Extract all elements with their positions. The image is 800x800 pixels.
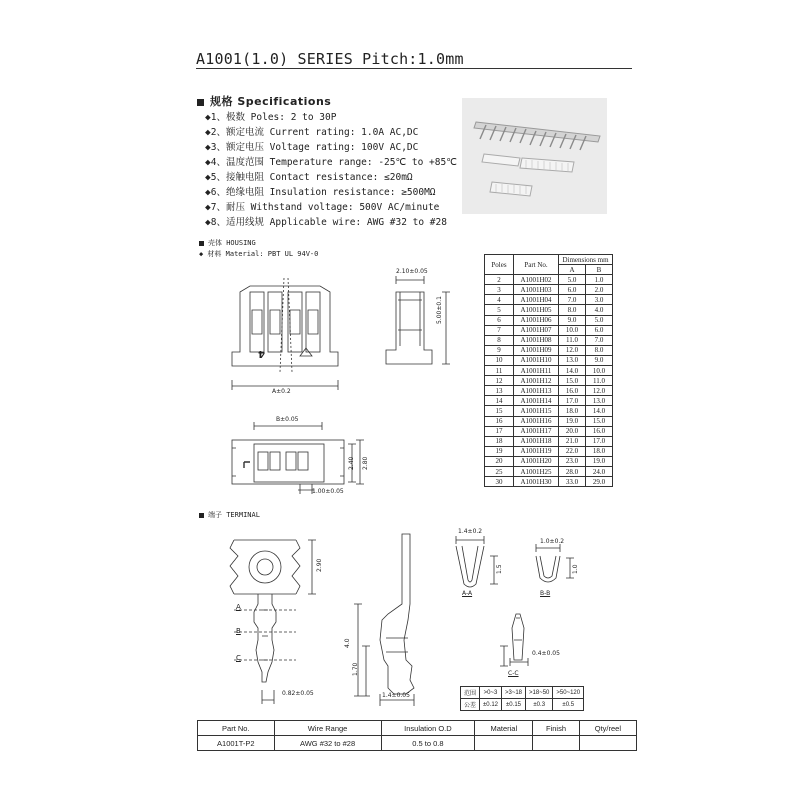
dim-10a-label: 1.0±0.2: [540, 538, 565, 545]
table-row: [485, 466, 613, 476]
cell-poles: 2: [485, 275, 514, 285]
col-qty-reel: Qty/reel: [579, 721, 636, 736]
cell-poles: 17: [485, 426, 514, 436]
col-a: A: [559, 265, 586, 275]
cell-part-no: A1001H08: [514, 335, 559, 345]
cell-part-no: A1001H03: [514, 285, 559, 295]
cell-dim-b: 9.0: [586, 355, 613, 365]
cell-part-no: A1001H06: [514, 315, 559, 325]
cell-dim-b: 18.0: [586, 446, 613, 456]
tolerance-value-row: [461, 699, 584, 711]
cell-dim-b: 7.0: [586, 335, 613, 345]
section-aa-label: A-A: [462, 590, 473, 597]
table-row: [485, 275, 613, 285]
table-row: [485, 477, 613, 487]
cell-dim-a: 12.0: [559, 345, 586, 355]
tolerance-range-row: [461, 687, 584, 699]
cell-dim-b: 15.0: [586, 416, 613, 426]
section-a-label: A: [236, 603, 241, 611]
cell-poles: 9: [485, 345, 514, 355]
cell-insulation-od: 0.5 to 0.8: [381, 736, 475, 751]
table-row: [485, 335, 613, 345]
cell-dim-b: 8.0: [586, 345, 613, 355]
table-row: [485, 315, 613, 325]
cell-poles: 3: [485, 285, 514, 295]
cell-dim-a: 23.0: [559, 456, 586, 466]
cell-dim-b: 4.0: [586, 305, 613, 315]
cell-dim-a: 33.0: [559, 477, 586, 487]
table-row: [485, 376, 613, 386]
tol-cell: >3~18: [502, 687, 526, 699]
cell-material: [475, 736, 533, 751]
housing-front-view: [232, 278, 338, 390]
housing-material: ◆ 材料 Material: PBT UL 94V-0: [199, 250, 319, 258]
dim-04-label: 0.4±0.05: [532, 650, 560, 657]
tol-cell: ±0.12: [480, 699, 502, 711]
tol-cell: >0~3: [480, 687, 502, 699]
cell-poles: 8: [485, 335, 514, 345]
cell-part-no: A1001H16: [514, 416, 559, 426]
cell-poles: 20: [485, 456, 514, 466]
cell-part-no: A1001H12: [514, 376, 559, 386]
dim-b-label: B±0.05: [276, 416, 299, 423]
tol-cell: 公差: [461, 699, 480, 711]
section-cc-label: C-C: [508, 670, 519, 677]
cell-dim-b: 19.0: [586, 456, 613, 466]
cell-part-no: A1001H19: [514, 446, 559, 456]
cell-poles: 18: [485, 436, 514, 446]
cell-dim-b: 12.0: [586, 386, 613, 396]
cell-part-no: A1001H13: [514, 386, 559, 396]
cell-part-no: A1001H07: [514, 325, 559, 335]
cell-dim-a: 22.0: [559, 446, 586, 456]
dim-210-label: 2.10±0.05: [396, 268, 428, 275]
cell-part-no: A1001H14: [514, 396, 559, 406]
col-b: B: [586, 265, 613, 275]
cell-part-no: A1001H18: [514, 436, 559, 446]
cell-part-no: A1001H04: [514, 295, 559, 305]
ordering-row: [198, 736, 637, 751]
dim-100-label: 1.00±0.05: [312, 488, 344, 495]
cell-poles: 10: [485, 355, 514, 365]
spec-item: ◆5、接触电阻 Contact resistance: ≤20mΩ: [205, 172, 413, 183]
cell-part-no: A1001H09: [514, 345, 559, 355]
dim-290-label: 2.90: [316, 558, 323, 572]
table-row: [485, 366, 613, 376]
cell-finish: [533, 736, 579, 751]
cell-poles: 15: [485, 406, 514, 416]
table-row: [485, 345, 613, 355]
spec-item: ◆2、额定电流 Current rating: 1.0A AC,DC: [205, 127, 419, 138]
cell-dim-b: 5.0: [586, 315, 613, 325]
table-row: [485, 355, 613, 365]
cell-dim-b: 17.0: [586, 436, 613, 446]
cell-part-no: A1001H17: [514, 426, 559, 436]
cell-dim-a: 11.0: [559, 335, 586, 345]
terminal-side-view: [354, 534, 414, 706]
cell-dim-a: 16.0: [559, 386, 586, 396]
spec-item: ◆8、适用线规 Applicable wire: AWG #32 to #28: [205, 217, 447, 228]
tol-cell: 范围: [461, 687, 480, 699]
spec-item: ◆1、极数 Poles: 2 to 30P: [205, 112, 337, 123]
cell-dim-b: 2.0: [586, 285, 613, 295]
cell-part-no: A1001T-P2: [198, 736, 275, 751]
cell-dim-a: 28.0: [559, 466, 586, 476]
cell-poles: 11: [485, 366, 514, 376]
section-bb-label: B-B: [540, 590, 551, 597]
cell-dim-b: 16.0: [586, 426, 613, 436]
cell-dim-b: 6.0: [586, 325, 613, 335]
dimensions-table: [484, 254, 613, 487]
dim-15-label: 1.5: [496, 564, 503, 574]
cell-dim-a: 10.0: [559, 325, 586, 335]
table-row: [485, 456, 613, 466]
table-row: [485, 295, 613, 305]
cell-part-no: A1001H10: [514, 355, 559, 365]
cell-poles: 19: [485, 446, 514, 456]
cell-dim-a: 9.0: [559, 315, 586, 325]
cell-dim-a: 7.0: [559, 295, 586, 305]
cell-dim-a: 19.0: [559, 416, 586, 426]
section-c-label: C: [236, 654, 241, 662]
cell-poles: 30: [485, 477, 514, 487]
dim-40-label: 4.0: [344, 638, 351, 648]
tol-cell: ±0.5: [553, 699, 584, 711]
terminal-heading-text: 端子 TERMINAL: [208, 511, 260, 519]
cell-part-no: A1001H05: [514, 305, 559, 315]
tol-cell: ±0.3: [526, 699, 553, 711]
dim-4-label: 4: [258, 348, 265, 359]
cell-dim-a: 6.0: [559, 285, 586, 295]
cell-dim-a: 17.0: [559, 396, 586, 406]
spec-item: ◆6、绝缘电阻 Insulation resistance: ≥500MΩ: [205, 187, 436, 198]
tol-cell: ±0.15: [502, 699, 526, 711]
terminal-sections: [456, 536, 574, 666]
cell-dim-b: 3.0: [586, 295, 613, 305]
dim-10-label: 1.0: [572, 564, 579, 574]
specifications-heading-text: 规格 Specifications: [210, 95, 332, 108]
housing-heading-text: 壳体 HOUSING: [208, 239, 256, 247]
cell-poles: 12: [485, 376, 514, 386]
terminal-heading: [199, 510, 260, 520]
col-material: Material: [475, 721, 533, 736]
cell-part-no: A1001H20: [514, 456, 559, 466]
cell-poles: 5: [485, 305, 514, 315]
col-insulation-od: Insulation O.D: [381, 721, 475, 736]
cell-dim-a: 15.0: [559, 376, 586, 386]
dim-14b-label: 1.4±0.05: [382, 692, 410, 699]
table-row: [485, 416, 613, 426]
cell-dim-a: 21.0: [559, 436, 586, 446]
spec-item: ◆3、额定电压 Voltage rating: 100V AC,DC: [205, 142, 419, 153]
cell-dim-b: 1.0: [586, 275, 613, 285]
cell-poles: 14: [485, 396, 514, 406]
col-finish: Finish: [533, 721, 579, 736]
dim-240-label: 2.40: [348, 456, 355, 470]
dim-500-label: 5.00±0.1: [436, 296, 443, 324]
cell-wire-range: AWG #32 to #28: [274, 736, 381, 751]
spec-item: ◆7、耐压 Withstand voltage: 500V AC/minute: [205, 202, 440, 213]
dim-280-label: 2.80: [362, 456, 369, 470]
cell-poles: 16: [485, 416, 514, 426]
col-wire-range: Wire Range: [274, 721, 381, 736]
cell-dim-a: 13.0: [559, 355, 586, 365]
cell-dim-b: 14.0: [586, 406, 613, 416]
cell-dim-a: 18.0: [559, 406, 586, 416]
table-row: [485, 285, 613, 295]
cell-part-no: A1001H15: [514, 406, 559, 416]
cell-dim-a: 8.0: [559, 305, 586, 315]
ordering-table: [197, 720, 637, 751]
cell-dim-b: 10.0: [586, 366, 613, 376]
col-poles: Poles: [485, 255, 514, 275]
table-row: [485, 436, 613, 446]
cell-poles: 7: [485, 325, 514, 335]
page-title: A1001(1.0) SERIES Pitch:1.0mm: [196, 50, 464, 68]
dimensions-table-body: [485, 275, 613, 487]
cell-poles: 13: [485, 386, 514, 396]
ordering-header-row: [198, 721, 637, 736]
cell-part-no: A1001H02: [514, 275, 559, 285]
cell-qty-reel: [579, 736, 636, 751]
cell-dim-b: 24.0: [586, 466, 613, 476]
col-part-no: Part No.: [514, 255, 559, 275]
cell-dim-b: 11.0: [586, 376, 613, 386]
terminal-top-view: [230, 540, 316, 704]
table-row: [485, 325, 613, 335]
dim-170-label: 1.70: [352, 662, 359, 676]
table-row: [485, 305, 613, 315]
table-row: [485, 406, 613, 416]
tol-cell: >18~50: [526, 687, 553, 699]
table-row: [485, 396, 613, 406]
cell-dim-a: 5.0: [559, 275, 586, 285]
tol-cell: >50~120: [553, 687, 584, 699]
cell-part-no: A1001H11: [514, 366, 559, 376]
tolerance-table: [460, 686, 584, 711]
cell-dim-b: 13.0: [586, 396, 613, 406]
cell-poles: 4: [485, 295, 514, 305]
cell-part-no: A1001H30: [514, 477, 559, 487]
table-row: [485, 426, 613, 436]
cell-dim-b: 29.0: [586, 477, 613, 487]
col-part-no: Part No.: [198, 721, 275, 736]
col-dimensions: Dimensions mm: [559, 255, 613, 265]
dim-082-label: 0.82±0.05: [282, 690, 314, 697]
cell-dim-a: 20.0: [559, 426, 586, 436]
section-b-label: B: [236, 627, 241, 635]
spec-item: ◆4、温度范围 Temperature range: -25℃ to +85℃: [205, 157, 457, 168]
dim-a-label: A±0.2: [272, 388, 291, 395]
bullet-square-icon: [199, 513, 204, 518]
housing-top-view: [232, 422, 364, 494]
dim-14a-label: 1.4±0.2: [458, 528, 483, 535]
cell-dim-a: 14.0: [559, 366, 586, 376]
cell-poles: 25: [485, 466, 514, 476]
cell-part-no: A1001H25: [514, 466, 559, 476]
table-row: [485, 386, 613, 396]
cell-poles: 6: [485, 315, 514, 325]
table-row: [485, 446, 613, 456]
